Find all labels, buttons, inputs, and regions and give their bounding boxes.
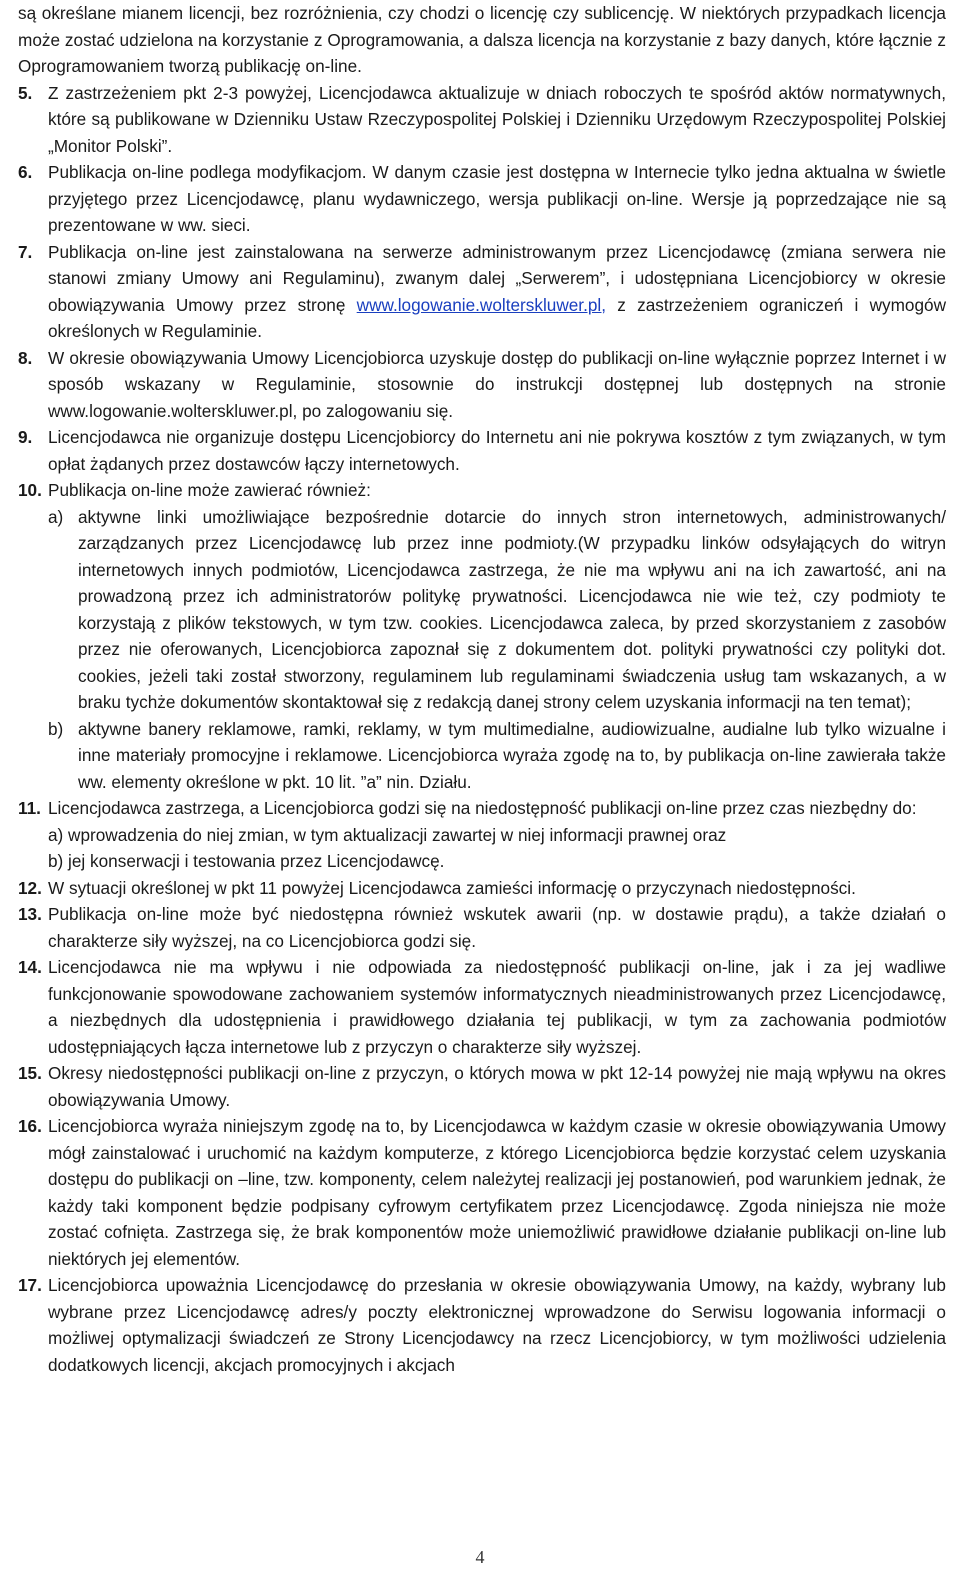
point-label: a) bbox=[48, 506, 64, 527]
clause-number: 5. bbox=[18, 82, 33, 103]
clause-9 bbox=[18, 424, 946, 477]
clause-number: 7. bbox=[18, 241, 33, 262]
clause-text: Okresy niedostępności publikacji on-line z przyczyn, o których mowa w pkt 12-14 powyżej nie mają wpływu na okres obowiązywania Umowy. bbox=[48, 1063, 946, 1110]
clause-number: 17. bbox=[18, 1275, 42, 1295]
clause-text: Licencjodawca nie organizuje dostępu Licencjobiorcy do Internetu ani nie pokrywa kosztów z tym związanych, w tym opłat żądanych przez dostawców łączy internetowych. bbox=[48, 427, 946, 474]
clause-12 bbox=[18, 875, 946, 902]
clause-16 bbox=[18, 1113, 946, 1272]
clause-text: Publikacja on-line podlega modyfikacjom. W danym czasie jest dostępna w Internecie tylko jedna aktualna w świetle przyjętego przez Licencjodawcę, planu wydawniczego, wersja publikacji on-line. Wersje ją poprzedzające nie są prezentowane w ww. sieci. bbox=[48, 162, 946, 235]
clause-17 bbox=[18, 1272, 946, 1378]
clause-5 bbox=[18, 80, 946, 160]
clause-text-continued: z zastrzeżeniem ograniczeń i wymogów określonych w Regulaminie. bbox=[48, 294, 946, 341]
clause-number: 9. bbox=[18, 427, 33, 447]
clause-number: 8. bbox=[18, 347, 33, 368]
clause-8 bbox=[18, 345, 946, 425]
clause-10-point-b bbox=[48, 716, 946, 796]
clause-11-point-b: b) jej konserwacji i testowania przez Licencjodawcę. bbox=[48, 851, 445, 871]
clause-text: Licencjobiorca upoważnia Licencjodawcę do przesłania w okresie obowiązywania Umowy, na każdy, wybrany lub wybrane przez Licencjodawcę adres/y poczty elektronicznej wprowadzone do Serwisu logowania informacji o możliwej optymalizacji świadczeń ze Strony Licencjodawcy na rzecz Licencjobiorcy, w tym możliwości udzielenia dodatkowych licencji, akcjach promocyjnych i akcjach bbox=[48, 1275, 946, 1375]
clause-11 bbox=[18, 795, 946, 875]
clause-14 bbox=[18, 954, 946, 1060]
clause-text: W sytuacji określonej w pkt 11 powyżej Licencjodawca zamieści informację o przyczynach niedostępności. bbox=[48, 877, 856, 898]
clause-text: Licencjodawca nie ma wpływu i nie odpowiada za niedostępność publikacji on-line, jak i za jej wadliwe funkcjonowanie spowodowane zachowaniem systemów informatycznych nieadministrowanych przez Licencjodawcę, a niezbędnych dla udostępnienia i prawidłowego działania tej publikacji, w tym za zachowania podmiotów udostępniających łącza internetowe lub z przyczyn o charakterze siły wyższej. bbox=[48, 957, 946, 1057]
point-label: b) bbox=[48, 718, 64, 739]
clause-number: 6. bbox=[18, 162, 33, 182]
clause-number: 10. bbox=[18, 480, 42, 500]
clause-number: 13. bbox=[18, 904, 42, 924]
intro-paragraph: są określane mianem licencji, bez rozróżnienia, czy chodzi o licencję czy sublicencję. W niektórych przypadkach licencja może zostać udzielona na korzystanie z Oprogramowania, a dalsza licencja na korzystanie z bazy danych, które łącznie z Oprogramowaniem tworzą publikację on-line. bbox=[18, 3, 946, 76]
clause-text: Publikacja on-line jest zainstalowana na serwerze administrowanym przez Licencjodawcę (zmiana serwera nie stanowi zmiany Umowy ani Regulaminu), zwanym dalej „Serwerem”, i udostępniana Licencjobiorcy w okresie obowiązywania Umowy przez stronę bbox=[48, 241, 946, 315]
clause-15 bbox=[18, 1060, 946, 1113]
clause-7 bbox=[18, 239, 946, 345]
clause-text: Z zastrzeżeniem pkt 2-3 powyżej, Licencjodawca aktualizuje w dniach roboczych te spośród aktów normatywnych, które są publikowane w Dzienniku Ustaw Rzeczypospolitej Polskiej i Dzienniku Urzędowym Rzeczypospolitej Polskiej „Monitor Polski”. bbox=[48, 82, 946, 156]
clause-number: 12. bbox=[18, 877, 42, 898]
clause-number: 16. bbox=[18, 1116, 42, 1136]
page-number: 4 bbox=[475, 1547, 485, 1567]
clause-number: 14. bbox=[18, 957, 42, 977]
clause-10-point-a bbox=[48, 504, 946, 716]
point-text: aktywne banery reklamowe, ramki, reklamy, w tym multimedialne, audiowizualne, audialne lub tylko wizualne i inne materiały promocyjne i reklamowe. Licencjobiorca wyraża zgodę na to, by publikacja on-line zawierała także ww. elementy określone w pkt. 10 lit. ”a” nin. Działu. bbox=[78, 718, 946, 792]
clause-11-point-a: a) wprowadzenia do niej zmian, w tym aktualizacji zawartej w niej informacji prawnej oraz bbox=[48, 824, 727, 845]
clause-13 bbox=[18, 901, 946, 954]
clause-number: 15. bbox=[18, 1063, 42, 1083]
clause-text: W okresie obowiązywania Umowy Licencjobiorca uzyskuje dostęp do publikacji on-line wyłącznie poprzez Internet i w sposób wskazany w Regulaminie, stosownie do instrukcji dostępnej lub dostępnych na stronie www.logowanie.wolterskluwer.pl, po zalogowaniu się. bbox=[48, 347, 946, 421]
clause-text: Licencjobiorca wyraża niniejszym zgodę na to, by Licencjodawca w każdym czasie w okresie obowiązywania Umowy mógł zainstalować i uruchomić na każdym komputerze, z którego Licencjobiorca będzie korzystać celem uzyskania dostępu do publikacji on –line, tzw. komponenty, celem należytej realizacji jej postanowień, pod warunkiem jednak, że każdy taki komponent będzie podpisany cyfrowym certyfikatem przez Licencjodawcę. Zgoda niniejsza nie może zostać cofnięta. Zastrzega się, że brak komponentów może uniemożliwić prawidłowe działanie publikacji on-line lub niektórych jej elementów. bbox=[48, 1116, 946, 1269]
clause-text: Licencjodawca zastrzega, a Licencjobiorca godzi się na niedostępność publikacji on-line przez czas niezbędny do: bbox=[48, 798, 917, 818]
logowanie-link[interactable]: www.logowanie.wolterskluwer.pl, bbox=[356, 294, 606, 315]
point-text: aktywne linki umożliwiające bezpośrednie dotarcie do innych stron internetowych, administrowanych/ zarządzanych przez Licencjodawcę lub przez inne podmioty.(W przypadku linków odsyłających do witryn internetowych innych podmiotów, Licencjodawca zastrzega, że nie ma wpływu ani na ich zawartość, ani na prowadzoną przez ich administratorów politykę prywatności. Licencjodawca nie wie też, czy podmioty te korzystają z plików tekstowych, w tym tzw. cookies. Licencjodawca zaleca, by przed skorzystaniem z zasobów przez nie oferowanych, Licencjobiorca zapoznał się z dokumentem dot. polityki prywatności czy polityki dot. cookies, jeżeli taki został stworzony, regulaminem lub regulaminami świadczenia usług tam wskazanych, a w braku tychże dokumentów skontaktował się z redakcją danej strony celem uzyskania informacji na ten temat); bbox=[78, 506, 946, 712]
clause-text: Publikacja on-line może zawierać również: bbox=[48, 480, 371, 500]
clause-number: 11. bbox=[18, 798, 41, 818]
clause-10 bbox=[18, 477, 946, 795]
clause-6 bbox=[18, 159, 946, 239]
clause-text: Publikacja on-line może być niedostępna również wskutek awarii (np. w dostawie prądu), a także działań o charakterze siły wyższej, na co Licencjobiorca godzi się. bbox=[48, 904, 946, 951]
document-body bbox=[18, 0, 946, 1378]
